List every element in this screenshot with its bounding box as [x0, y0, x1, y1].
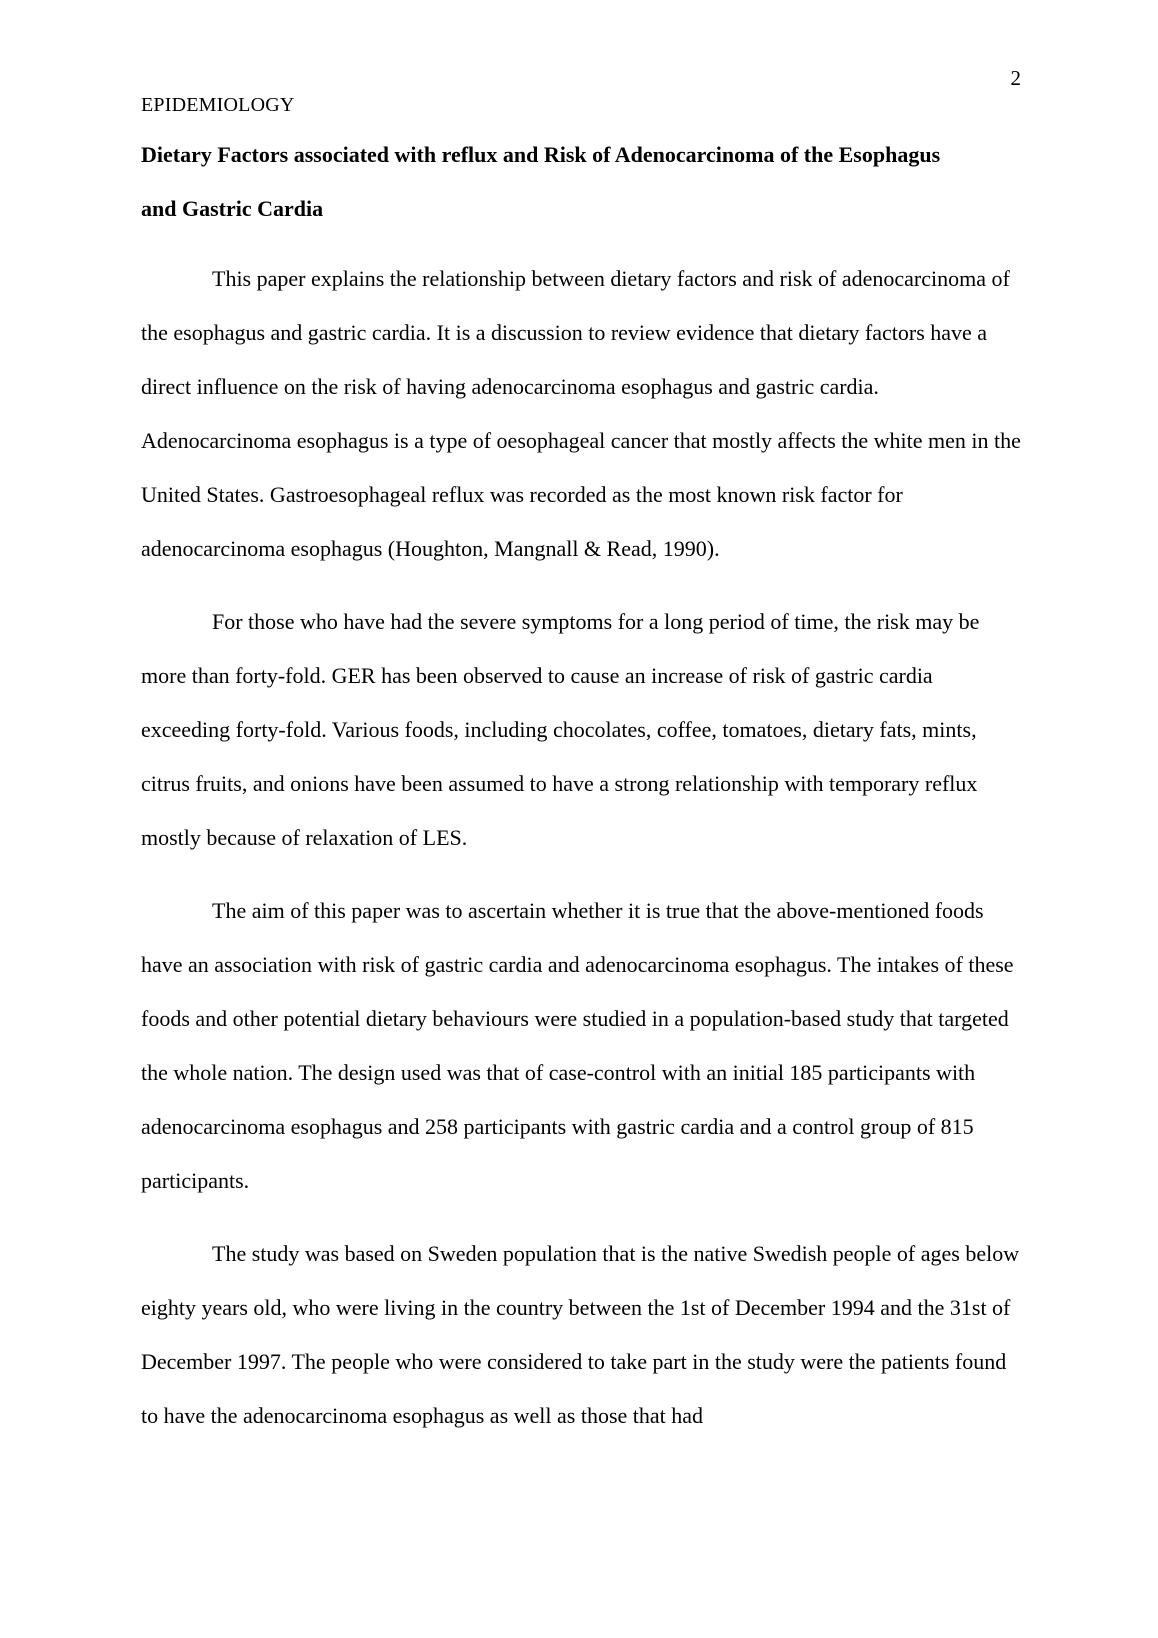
title-line-2: and Gastric Cardia — [141, 196, 324, 221]
document-body — [141, 128, 1026, 1462]
paragraph-4: The study was based on Sweden population that is the native Swedish people of ages below eighty years old, who were living in the country between the 1st of December 1994 and the 31st of December 1997. The people who were considered to take part in the study were the patients found to have the adenocarcinoma esophagus as well as those that had — [141, 1241, 1020, 1428]
title-line-1: Dietary Factors associated with reflux and Risk of Adenocarcinoma of the Esophagus — [141, 142, 941, 167]
paragraph-1: This paper explains the relationship between dietary factors and risk of adenocarcinoma of the esophagus and gastric cardia. It is a discussion to review evidence that dietary factors have a direct influence on the risk of having adenocarcinoma esophagus and gastric cardia. Adenocarcinoma esophagus is a type of oesophageal cancer that mostly affects the white men in the United States. Gastroesophageal reflux was recorded as the most known risk factor for adenocarcinoma esophagus (Houghton, Mangnall & Read, 1990). — [141, 266, 1021, 561]
page-number: 2 — [1010, 66, 1021, 90]
paragraph-2: For those who have had the severe symptoms for a long period of time, the risk may be more than forty-fold. GER has been observed to cause an increase of risk of gastric cardia exceeding forty-fold. Various foods, including chocolates, coffee, tomatoes, dietary fats, mints, citrus fruits, and onions have been assumed to have a strong relationship with temporary reflux mostly because of relaxation of LES. — [141, 609, 980, 850]
running-head: EPIDEMIOLOGY — [141, 94, 295, 116]
paragraph-3: The aim of this paper was to ascertain whether it is true that the above-mentioned foods have an association with risk of gastric cardia and adenocarcinoma esophagus. The intakes of these foods and other potential dietary behaviours were studied in a population-based study that targeted the whole nation. The design used was that of case-control with an initial 185 participants with adenocarcinoma esophagus and 258 participants with gastric cardia and a control group of 815 participants. — [141, 898, 1014, 1193]
document-title — [141, 128, 1026, 236]
